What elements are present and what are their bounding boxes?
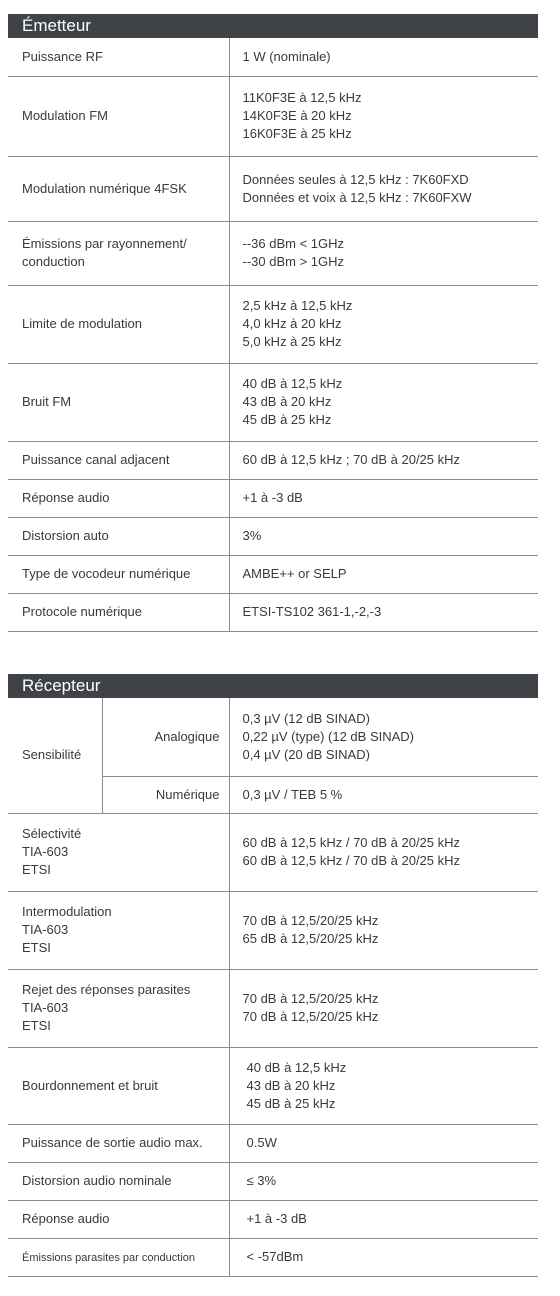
table-row xyxy=(8,479,538,517)
recepteur-section xyxy=(8,674,538,1277)
table-row xyxy=(8,363,538,441)
spec-value: 3% xyxy=(229,517,538,555)
emetteur-header: Émetteur xyxy=(8,14,538,38)
spec-label: Modulation FM xyxy=(8,76,229,156)
spec-label: Bruit FM xyxy=(8,363,229,441)
spec-value: 0,3 µV (12 dB SINAD) 0,22 µV (type) (12 dB SINAD) 0,4 µV (20 dB SINAD) xyxy=(229,698,538,776)
spec-label: Émissions par rayonnement/ conduction xyxy=(8,221,229,285)
spec-value: 0.5W xyxy=(229,1124,538,1162)
emetteur-section xyxy=(8,14,538,632)
table-row xyxy=(8,76,538,156)
spec-label: Sélectivité TIA-603 ETSI xyxy=(8,813,229,891)
spec-value: 0,3 µV / TEB 5 % xyxy=(229,776,538,813)
table-row xyxy=(8,156,538,221)
table-row xyxy=(8,441,538,479)
spec-label: Rejet des réponses parasites TIA-603 ETSI xyxy=(8,969,229,1047)
table-row xyxy=(8,891,538,969)
table-row xyxy=(8,38,538,76)
spec-label: Réponse audio xyxy=(8,1200,229,1238)
spec-label: Émissions parasites par conduction xyxy=(8,1238,229,1276)
table-row xyxy=(8,698,538,776)
spec-value: 2,5 kHz à 12,5 kHz 4,0 kHz à 20 kHz 5,0 kHz à 25 kHz xyxy=(229,285,538,363)
spec-value: --36 dBm < 1GHz --30 dBm > 1GHz xyxy=(229,221,538,285)
table-row xyxy=(8,1124,538,1162)
spec-label: Modulation numérique 4FSK xyxy=(8,156,229,221)
spec-value: < -57dBm xyxy=(229,1238,538,1276)
spec-value: 60 dB à 12,5 kHz ; 70 dB à 20/25 kHz xyxy=(229,441,538,479)
table-row xyxy=(8,593,538,631)
spec-sublabel: Analogique xyxy=(102,698,229,776)
table-row xyxy=(8,555,538,593)
spec-value: 11K0F3E à 12,5 kHz 14K0F3E à 20 kHz 16K0F3E à 25 kHz xyxy=(229,76,538,156)
spec-value: 40 dB à 12,5 kHz 43 dB à 20 kHz 45 dB à 25 kHz xyxy=(229,1047,538,1124)
spec-label: Bourdonnement et bruit xyxy=(8,1047,229,1124)
table-row xyxy=(8,1047,538,1124)
spec-value: +1 à -3 dB xyxy=(229,479,538,517)
recepteur-header: Récepteur xyxy=(8,674,538,698)
table-row xyxy=(8,285,538,363)
spec-label: Distorsion auto xyxy=(8,517,229,555)
spec-label: Puissance de sortie audio max. xyxy=(8,1124,229,1162)
spec-value: ≤ 3% xyxy=(229,1162,538,1200)
spec-value: 1 W (nominale) xyxy=(229,38,538,76)
spec-value: 70 dB à 12,5/20/25 kHz 70 dB à 12,5/20/25 kHz xyxy=(229,969,538,1047)
spec-label: Type de vocodeur numérique xyxy=(8,555,229,593)
spec-label: Limite de modulation xyxy=(8,285,229,363)
spec-label: Distorsion audio nominale xyxy=(8,1162,229,1200)
table-row xyxy=(8,221,538,285)
table-row xyxy=(8,1162,538,1200)
spec-label: Puissance RF xyxy=(8,38,229,76)
table-row xyxy=(8,813,538,891)
recepteur-table xyxy=(8,698,538,1277)
spec-value: 60 dB à 12,5 kHz / 70 dB à 20/25 kHz 60 dB à 12,5 kHz / 70 dB à 20/25 kHz xyxy=(229,813,538,891)
spec-sublabel: Numérique xyxy=(102,776,229,813)
spec-label: Sensibilité xyxy=(8,698,102,813)
spec-value: 40 dB à 12,5 kHz 43 dB à 20 kHz 45 dB à 25 kHz xyxy=(229,363,538,441)
spec-value: +1 à -3 dB xyxy=(229,1200,538,1238)
spec-label: Intermodulation TIA-603 ETSI xyxy=(8,891,229,969)
spec-value: Données seules à 12,5 kHz : 7K60FXD Données et voix à 12,5 kHz : 7K60FXW xyxy=(229,156,538,221)
table-row xyxy=(8,1238,538,1276)
spec-label: Protocole numérique xyxy=(8,593,229,631)
emetteur-table xyxy=(8,38,538,632)
table-row xyxy=(8,969,538,1047)
spec-value: ETSI-TS102 361-1,-2,-3 xyxy=(229,593,538,631)
table-row xyxy=(8,1200,538,1238)
spec-value: AMBE++ or SELP xyxy=(229,555,538,593)
spec-value: 70 dB à 12,5/20/25 kHz 65 dB à 12,5/20/25 kHz xyxy=(229,891,538,969)
table-row xyxy=(8,517,538,555)
spec-label: Puissance canal adjacent xyxy=(8,441,229,479)
spec-label: Réponse audio xyxy=(8,479,229,517)
